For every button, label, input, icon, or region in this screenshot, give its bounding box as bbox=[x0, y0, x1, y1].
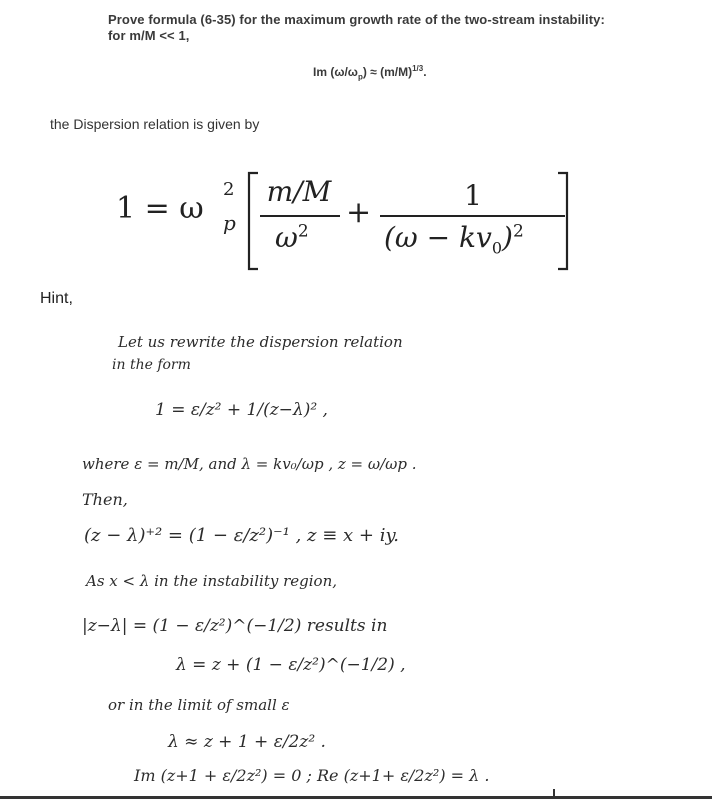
target-formula-sup: 1/3 bbox=[412, 64, 424, 73]
problem-statement-line2: for m/M << 1, bbox=[108, 28, 190, 43]
term2-denominator-sup: 2 bbox=[512, 221, 524, 242]
term2-denominator-end: ) bbox=[502, 221, 513, 254]
plus-sign: + bbox=[346, 195, 372, 230]
hw-line-2: in the form bbox=[112, 357, 191, 373]
problem-statement-line1: Prove formula (6-35) for the maximum growth rate of the two-stream instability: bbox=[108, 12, 605, 27]
equation-lhs-sup: 2 bbox=[223, 179, 235, 200]
hw-line-12: Im (z+1 + ε/2z²) = 0 ; Re (z+1+ ε/2z²) = λ . bbox=[134, 766, 490, 785]
term2-denominator-text: (ω − kv bbox=[384, 221, 492, 254]
hw-line-7: As x < λ in the instability region, bbox=[86, 572, 337, 590]
target-formula-mid: ) ≈ (m/M) bbox=[362, 65, 413, 79]
target-formula-sub: p bbox=[357, 72, 363, 82]
target-formula-prefix: Im (ω/ω bbox=[313, 65, 358, 79]
term1-denominator-sup: 2 bbox=[297, 221, 309, 242]
dispersion-intro: the Dispersion relation is given by bbox=[50, 116, 260, 132]
term1-denominator-text: ω bbox=[275, 221, 298, 254]
hint-label: Hint, bbox=[40, 290, 73, 307]
hw-line-10: or in the limit of small ε bbox=[108, 696, 290, 714]
hw-line-8: |z−λ| = (1 − ε/z²)^(−1/2) results in bbox=[82, 616, 388, 636]
hw-line-4: where ε = m/M, and λ = kv₀/ωp , z = ω/ωp . bbox=[82, 455, 417, 473]
target-formula-end: . bbox=[423, 65, 427, 79]
hw-line-5: Then, bbox=[82, 490, 128, 509]
equation-lhs-text: 1 = ω bbox=[116, 191, 204, 226]
hw-line-11: λ ≈ z + 1 + ε/2z² . bbox=[168, 732, 326, 752]
bottom-rule bbox=[0, 796, 712, 799]
equation-lhs-sub: p bbox=[223, 211, 236, 235]
term1-numerator: m/M bbox=[266, 175, 332, 208]
hw-line-3: 1 = ε/z² + 1/(z−λ)² , bbox=[155, 400, 328, 420]
term2-numerator: 1 bbox=[464, 179, 482, 212]
hw-line-6: (z − λ)⁺² = (1 − ε/z²)⁻¹ , z ≡ x + iy. bbox=[84, 525, 399, 546]
hw-line-9: λ = z + (1 − ε/z²)^(−1/2) , bbox=[176, 655, 406, 675]
bottom-tick-mark bbox=[553, 789, 555, 798]
term2-denominator-sub: 0 bbox=[491, 238, 502, 258]
hw-line-1: Let us rewrite the dispersion relation bbox=[118, 333, 403, 351]
